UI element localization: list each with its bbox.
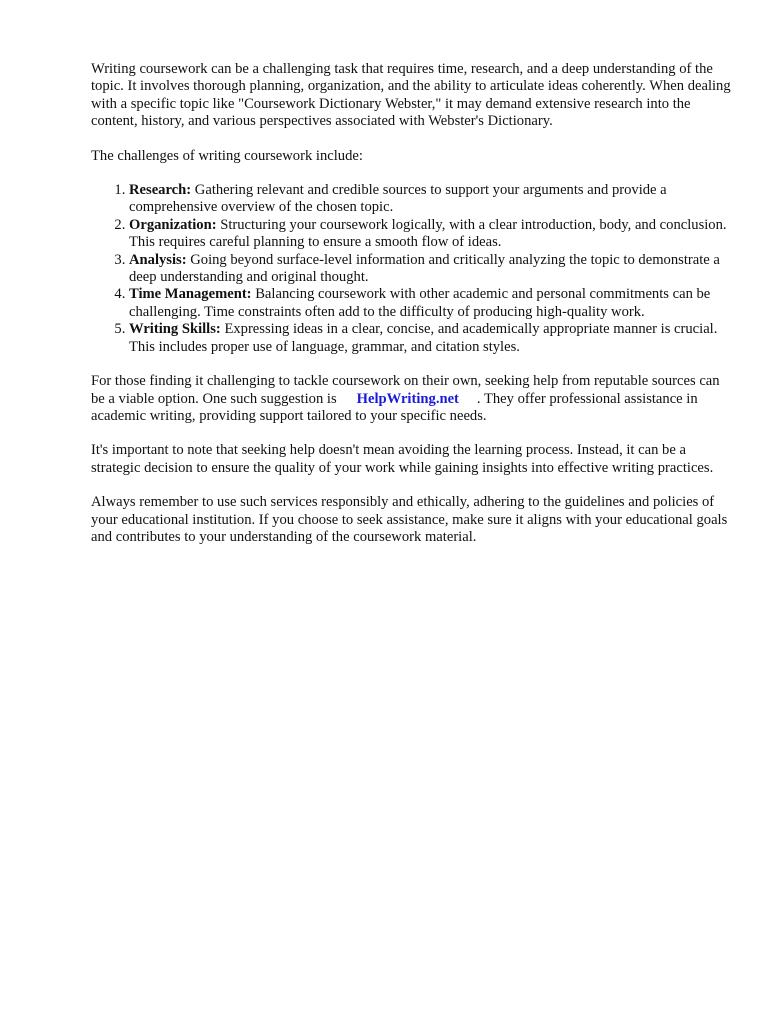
challenges-list <box>91 182 731 356</box>
list-item-text: Expressing ideas in a clear, concise, and academically appropriate manner is crucial. This includes proper use of language, grammar, and citation styles. <box>129 321 718 355</box>
list-item <box>129 217 731 252</box>
list-item-term: Analysis: <box>129 251 187 268</box>
list-item-term: Research: <box>129 182 192 199</box>
helpwriting-link[interactable]: HelpWriting.net <box>356 390 459 407</box>
help-paragraph <box>91 373 731 425</box>
note-paragraph: It's important to note that seeking help doesn't mean avoiding the learning process. Instead, it can be a strategic decision to ensure the quality of your work while gaining insights into effective writing practices. <box>91 442 714 476</box>
challenges-heading: The challenges of writing coursework include: <box>91 147 363 164</box>
list-item-term: Organization: <box>129 216 217 233</box>
intro-paragraph: Writing coursework can be a challenging task that requires time, research, and a deep understanding of the topic. It involves thorough planning, organization, and the ability to articulate ideas coherently. When dealing with a specific topic like "Coursework Dictionary Webster," it may demand extensive research into the content, history, and various perspectives associated with Webster's Dictionary. <box>91 61 731 130</box>
list-item <box>129 321 731 356</box>
list-item-text: Gathering relevant and credible sources to support your arguments and provide a comprehensive overview of the chosen topic. <box>129 182 667 216</box>
document-page <box>91 61 731 563</box>
list-item <box>129 252 731 287</box>
list-item-text: Going beyond surface-level information and critically analyzing the topic to demonstrate a deep understanding and original thought. <box>129 251 720 286</box>
list-item-term: Time Management: <box>129 286 252 303</box>
list-item-text: Structuring your coursework logically, with a clear introduction, body, and conclusion. This requires careful planning to ensure a smooth flow of ideas. <box>129 216 727 251</box>
help-paragraph-after: . They offer professional assistance in academic writing, providing support tailored to your specific needs. <box>91 390 698 424</box>
closing-paragraph: Always remember to use such services responsibly and ethically, adhering to the guidelines and policies of your educational institution. If you choose to seek assistance, make sure it aligns with your educational goals and contributes to your understanding of the coursework material. <box>91 494 728 545</box>
list-item-text: Balancing coursework with other academic and personal commitments can be challenging. Time constraints often add to the difficulty of producing high-quality work. <box>129 286 711 320</box>
list-item-term: Writing Skills: <box>129 321 221 338</box>
list-item <box>129 182 731 217</box>
help-paragraph-before: For those finding it challenging to tackle coursework on their own, seeking help from reputable sources can be a viable option. One such suggestion is <box>91 373 720 407</box>
list-item <box>129 286 731 321</box>
